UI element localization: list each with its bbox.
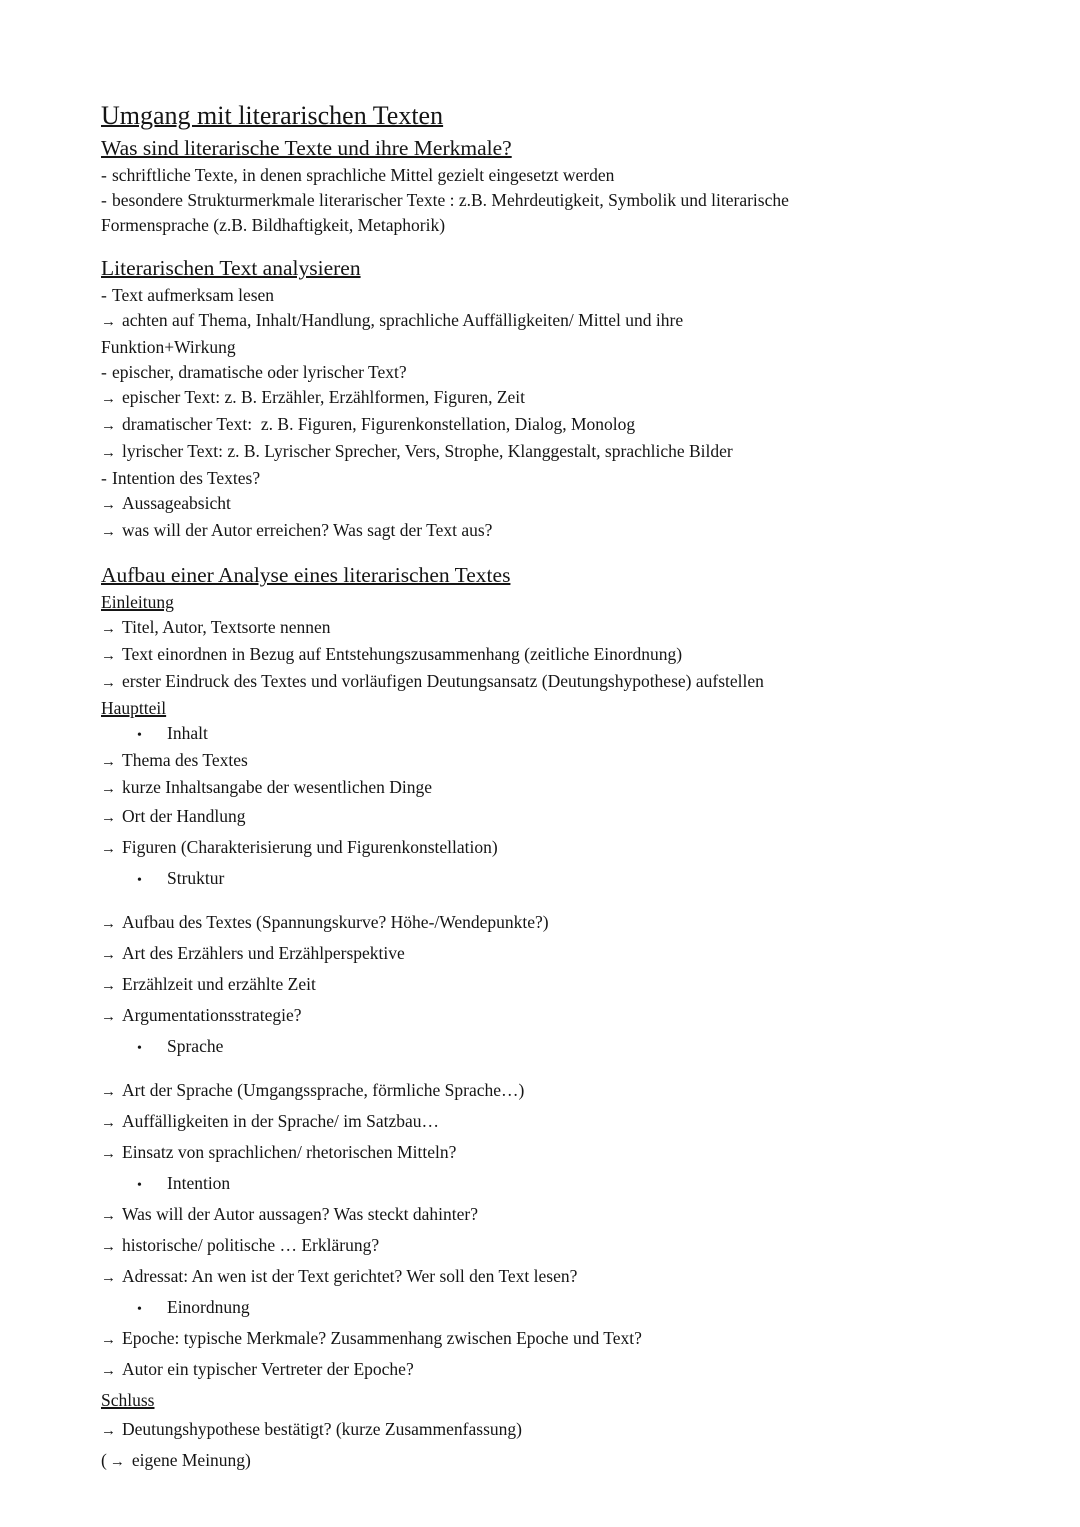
bullet-icon: • xyxy=(137,873,142,888)
arrow-icon: → xyxy=(101,391,116,407)
line-text: Auffälligkeiten in der Sprache/ im Satzbau… xyxy=(122,1111,440,1131)
text-line xyxy=(101,802,1021,833)
line-text: epischer, dramatische oder lyrischer Text? xyxy=(112,362,407,382)
text-line xyxy=(101,1169,1021,1200)
line-text: Struktur xyxy=(167,868,225,888)
arrow-icon: → xyxy=(101,524,116,540)
arrow-icon: → xyxy=(101,781,116,797)
line-text: Deutungshypothese bestätigt? (kurze Zusammenfassung) xyxy=(122,1419,522,1439)
heading-text: Was sind literarische Texte und ihre Merkmale? xyxy=(101,136,512,160)
bullet-icon: • xyxy=(137,728,142,743)
line-text: Aufbau des Textes (Spannungskurve? Höhe-/Wendepunkte?) xyxy=(122,912,549,932)
text-line xyxy=(101,864,1021,895)
dash-marker: - xyxy=(101,190,107,210)
line-text: Aussageabsicht xyxy=(122,493,231,513)
line-text: historische/ politische … Erklärung? xyxy=(122,1235,380,1255)
dash-marker: - xyxy=(101,468,107,488)
text-line xyxy=(101,721,1021,748)
arrow-icon: → xyxy=(101,1239,116,1255)
text-line xyxy=(101,1107,1021,1138)
section-heading xyxy=(101,133,1021,163)
text-line xyxy=(101,908,1021,939)
blank-line xyxy=(101,1063,1021,1076)
arrow-icon: → xyxy=(101,916,116,932)
arrow-icon: → xyxy=(101,675,116,691)
text-line xyxy=(101,1446,1021,1477)
line-text: Erzählzeit und erzählte Zeit xyxy=(122,974,316,994)
dash-marker: - xyxy=(101,362,107,382)
arrow-icon: → xyxy=(101,1146,116,1162)
line-text: Ort der Handlung xyxy=(122,806,246,826)
text-line xyxy=(101,1138,1021,1169)
arrow-icon: → xyxy=(101,1423,116,1439)
dash-marker: - xyxy=(101,285,107,305)
line-text: Art des Erzählers und Erzählperspektive xyxy=(122,943,405,963)
line-text: Text aufmerksam lesen xyxy=(112,285,275,305)
text-line xyxy=(101,1355,1021,1386)
line-text: kurze Inhaltsangabe der wesentlichen Dinge xyxy=(122,777,433,797)
line-text: Intention des Textes? xyxy=(112,468,261,488)
line-text: schriftliche Texte, in denen sprachliche Mittel gezielt eingesetzt werden xyxy=(112,165,615,185)
text-line xyxy=(101,1231,1021,1262)
section-heading xyxy=(101,253,1021,283)
arrow-icon: → xyxy=(101,1363,116,1379)
text-line xyxy=(101,1032,1021,1063)
arrow-icon: → xyxy=(101,978,116,994)
paren-mark: ( xyxy=(101,1450,107,1470)
line-text: Sprache xyxy=(167,1036,224,1056)
text-line xyxy=(101,669,1021,696)
line-text: Epoche: typische Merkmale? Zusammenhang zwischen Epoche und Text? xyxy=(122,1328,642,1348)
arrow-icon: → xyxy=(101,1009,116,1025)
text-line xyxy=(101,748,1021,775)
document-title xyxy=(101,99,1021,133)
text-line xyxy=(101,360,1021,385)
text-line xyxy=(101,163,1021,188)
line-text: Figuren (Charakterisierung und Figurenkonstellation) xyxy=(122,837,498,857)
text-line xyxy=(101,335,1021,360)
bullet-icon: • xyxy=(137,1302,142,1317)
heading-text: Aufbau einer Analyse eines literarischen Textes xyxy=(101,563,511,587)
line-text: Einordnung xyxy=(167,1297,250,1317)
heading-text: Schluss xyxy=(101,1390,155,1410)
arrow-icon: → xyxy=(101,621,116,637)
arrow-icon: → xyxy=(101,810,116,826)
arrow-icon: → xyxy=(101,947,116,963)
line-text: Inhalt xyxy=(167,723,208,743)
arrow-icon: → xyxy=(101,497,116,513)
line-text: Funktion+Wirkung xyxy=(101,337,236,357)
bullet-icon: • xyxy=(137,1178,142,1193)
line-text: eigene Meinung) xyxy=(131,1450,251,1470)
line-text: dramatischer Text: z. B. Figuren, Figurenkonstellation, Dialog, Monolog xyxy=(122,414,636,434)
line-text: Art der Sprache (Umgangssprache, förmliche Sprache…) xyxy=(122,1080,525,1100)
line-text: Argumentationsstrategie? xyxy=(122,1005,302,1025)
heading-text: Einleitung xyxy=(101,592,174,612)
line-text: Was will der Autor aussagen? Was steckt dahinter? xyxy=(122,1204,478,1224)
text-line xyxy=(101,385,1021,412)
arrow-icon: → xyxy=(101,754,116,770)
text-line xyxy=(101,775,1021,802)
text-line xyxy=(101,439,1021,466)
text-line xyxy=(101,1324,1021,1355)
line-text: Formensprache (z.B. Bildhaftigkeit, Metaphorik) xyxy=(101,215,446,235)
text-line xyxy=(101,1262,1021,1293)
arrow-icon: → xyxy=(101,314,116,330)
arrow-icon: → xyxy=(101,1332,116,1348)
text-line xyxy=(101,615,1021,642)
text-line xyxy=(101,518,1021,545)
line-text: was will der Autor erreichen? Was sagt der Text aus? xyxy=(122,520,493,540)
text-line xyxy=(101,466,1021,491)
arrow-icon: → xyxy=(109,1454,125,1470)
arrow-icon: → xyxy=(101,418,116,434)
arrow-icon: → xyxy=(101,841,116,857)
line-text: erster Eindruck des Textes und vorläufigen Deutungsansatz (Deutungshypothese) aufstellen xyxy=(122,671,764,691)
text-line xyxy=(101,1200,1021,1231)
text-line xyxy=(101,1415,1021,1446)
line-text: Text einordnen in Bezug auf Entstehungszusammenhang (zeitliche Einordnung) xyxy=(122,644,683,664)
arrow-icon: → xyxy=(101,1270,116,1286)
arrow-icon: → xyxy=(101,648,116,664)
line-text: Thema des Textes xyxy=(122,750,248,770)
arrow-icon: → xyxy=(101,445,116,461)
line-text: achten auf Thema, Inhalt/Handlung, sprachliche Auffälligkeiten/ Mittel und ihre xyxy=(122,310,684,330)
arrow-icon: → xyxy=(101,1115,116,1131)
line-text: Adressat: An wen ist der Text gerichtet? Wer soll den Text lesen? xyxy=(122,1266,578,1286)
text-line xyxy=(101,1293,1021,1324)
line-text: lyrischer Text: z. B. Lyrischer Sprecher, Vers, Strophe, Klanggestalt, sprachliche Bilder xyxy=(122,441,733,461)
text-line xyxy=(101,213,1021,238)
heading-text: Umgang mit literarischen Texten xyxy=(101,101,444,130)
section-heading xyxy=(101,560,1021,590)
text-line xyxy=(101,970,1021,1001)
line-text: besondere Strukturmerkmale literarischer Texte : z.B. Mehrdeutigkeit, Symbolik und literarische xyxy=(112,190,789,210)
dash-marker: - xyxy=(101,165,107,185)
blank-line xyxy=(101,895,1021,908)
text-line xyxy=(101,1001,1021,1032)
document-content xyxy=(101,99,1021,1477)
line-text: Intention xyxy=(167,1173,231,1193)
bullet-icon: • xyxy=(137,1041,142,1056)
text-line xyxy=(101,412,1021,439)
line-text: epischer Text: z. B. Erzähler, Erzählformen, Figuren, Zeit xyxy=(122,387,526,407)
text-line xyxy=(101,188,1021,213)
text-line xyxy=(101,308,1021,335)
subsection-heading xyxy=(101,696,1021,721)
subsection-heading xyxy=(101,590,1021,615)
text-line xyxy=(101,939,1021,970)
heading-text: Literarischen Text analysieren xyxy=(101,256,361,280)
arrow-icon: → xyxy=(101,1084,116,1100)
line-text: Titel, Autor, Textsorte nennen xyxy=(122,617,331,637)
arrow-icon: → xyxy=(101,1208,116,1224)
line-text: Autor ein typischer Vertreter der Epoche? xyxy=(122,1359,414,1379)
text-line xyxy=(101,642,1021,669)
line-text: Einsatz von sprachlichen/ rhetorischen Mitteln? xyxy=(122,1142,457,1162)
subsection-heading xyxy=(101,1386,1021,1415)
text-line xyxy=(101,491,1021,518)
text-line xyxy=(101,1076,1021,1107)
text-line xyxy=(101,283,1021,308)
text-line xyxy=(101,833,1021,864)
heading-text: Hauptteil xyxy=(101,698,167,718)
